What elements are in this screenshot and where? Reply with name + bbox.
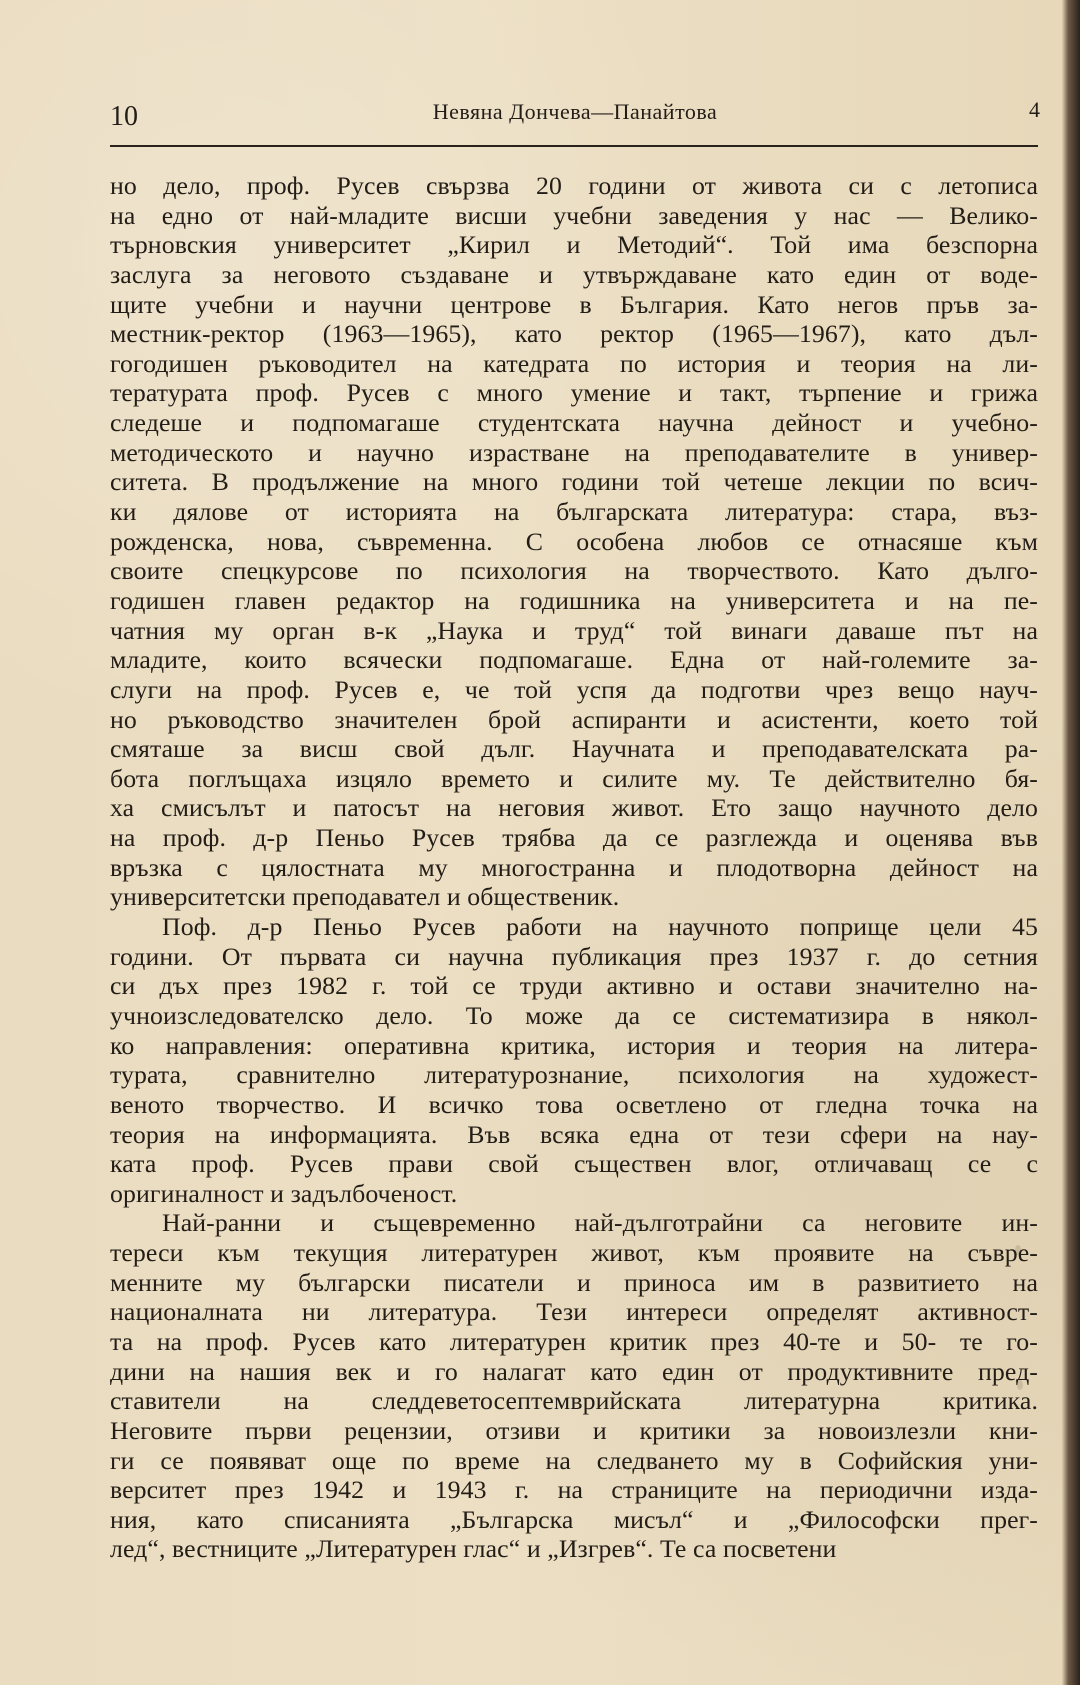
text-line: ко направления: оперативна критика, история и теория на литера- (110, 1030, 1038, 1060)
text-line: теория на информацията. Във всяка една от тези сфери на нау- (110, 1119, 1038, 1149)
text-line: веното творчество. И всичко това осветлено от гледна точка на (110, 1089, 1038, 1119)
page-header (110, 97, 1040, 137)
text-line: си дъх през 1982 г. той се труди активно и остави значително на- (110, 971, 1038, 1001)
page-smudge (1017, 1380, 1023, 1390)
text-line: рожденска, нова, съвременна. С особена любов се отнасяше към (110, 526, 1038, 556)
text-line: та на проф. Русев като литературен критик през 40-те и 50- те го- (110, 1326, 1038, 1356)
text-line: щите учебни и научни центрове в България. Като негов пръв за- (110, 289, 1038, 319)
text-line: на едно от най-младите висши учебни заведения у нас — Велико- (110, 200, 1038, 230)
header-rule (110, 145, 1038, 147)
text-line: годишен главен редактор на годишника на университета и на пе- (110, 585, 1038, 615)
text-line: гогодишен ръководител на катедрата по история и теория на ли- (110, 348, 1038, 378)
text-line: турата, сравнително литературознание, психология на художест- (110, 1060, 1038, 1090)
text-line: менните му български писатели и приноса им в развитието на (110, 1267, 1038, 1297)
text-line: ката проф. Русев прави свой съществен влог, отличаващ се с (110, 1149, 1038, 1179)
text-line: на проф. д-р Пеньо Русев трябва да се разглежда и оценява във (110, 823, 1038, 853)
text-line: Най-ранни и същевременно най-дълготрайни са неговите ин- (162, 1208, 1038, 1238)
page-smudge (1015, 1245, 1021, 1255)
running-title: Невяна Дончева—Панайтова (432, 99, 718, 124)
text-line: верситет през 1942 и 1943 г. на страниците на периодични изда- (110, 1475, 1038, 1505)
text-line: ги се появяват още по време на следването му в Софийския уни- (110, 1445, 1038, 1475)
text-line: слуги на проф. Русев е, че той успя да подготви чрез вещо науч- (110, 674, 1038, 704)
text-line: години. От първата си научна публикация през 1937 г. до сетния (110, 941, 1038, 971)
body-text (110, 171, 1038, 1564)
text-line: следеше и подпомагаше студентската научна дейност и учебно- (110, 408, 1038, 438)
text-line: чатния му орган в-к „Наука и труд“ той винаги даваше път на (110, 615, 1038, 645)
text-line: Неговите първи рецензии, отзиви и критики за новоизлезли кни- (110, 1415, 1038, 1445)
text-line: смяташе за висш свой дълг. Научната и преподавателската ра- (110, 734, 1038, 764)
text-line: тереси към текущия литературен живот, към проявите на съвре- (110, 1238, 1038, 1268)
text-line: ха смисълът и патосът на неговия живот. Ето защо научното дело (110, 793, 1038, 823)
text-line: дини на нашия век и го налагат като един от продуктивните пред- (110, 1356, 1038, 1386)
text-line: националната ни литература. Тези интереси определят активност- (110, 1297, 1038, 1327)
text-line: но дело, проф. Русев свързва 20 години от живота си с летописа (110, 171, 1038, 200)
text-line: тературата проф. Русев с много умение и такт, търпение и грижа (110, 378, 1038, 408)
text-line: но ръководство значителен брой аспиранти и асистенти, което той (110, 704, 1038, 734)
text-line: Поф. д-р Пеньо Русев работи на научното поприще цели 45 (162, 912, 1038, 942)
text-line: търновския университет „Кирил и Методий“. Той има безспорна (110, 230, 1038, 260)
page-number: 10 (110, 101, 138, 132)
text-line: връзка с цялостната му многостранна и плодотворна дейност на (110, 852, 1038, 882)
corner-number: 4 (1029, 97, 1040, 122)
book-spine-shadow (1062, 0, 1080, 1685)
text-line: учноизследователско дело. То може да се систематизира в някол- (110, 1000, 1038, 1030)
text-line: методическото и научно израстване на преподавателите в универ- (110, 437, 1038, 467)
text-line: ставители на следдеветосептемврийската литературна критика. (110, 1386, 1038, 1416)
text-line: оригиналност и задълбоченост. (110, 1178, 458, 1208)
text-line: ния, като списанията „Българска мисъл“ и „Философски прег- (110, 1504, 1038, 1534)
text-line: ситета. В продължение на много години той четеше лекции по всич- (110, 467, 1038, 497)
text-line: лед“, вестниците „Литературен глас“ и „Изгрев“. Те са посветени (110, 1534, 837, 1564)
text-line: бота поглъщаха изцяло времето и силите му. Те действително бя- (110, 763, 1038, 793)
text-line: местник-ректор (1963—1965), като ректор (1965—1967), като дъл- (110, 319, 1038, 349)
text-line: заслуга за неговото създаване и утвърждаване като един от воде- (110, 259, 1038, 289)
text-line: своите спецкурсове по психология на творчеството. Като дълго- (110, 556, 1038, 586)
text-line: ки дялове от историята на българската литература: стара, въз- (110, 497, 1038, 527)
text-line: университетски преподавател и общественик. (110, 882, 620, 912)
text-line: младите, които всячески подпомагаше. Една от най-големите за- (110, 645, 1038, 675)
